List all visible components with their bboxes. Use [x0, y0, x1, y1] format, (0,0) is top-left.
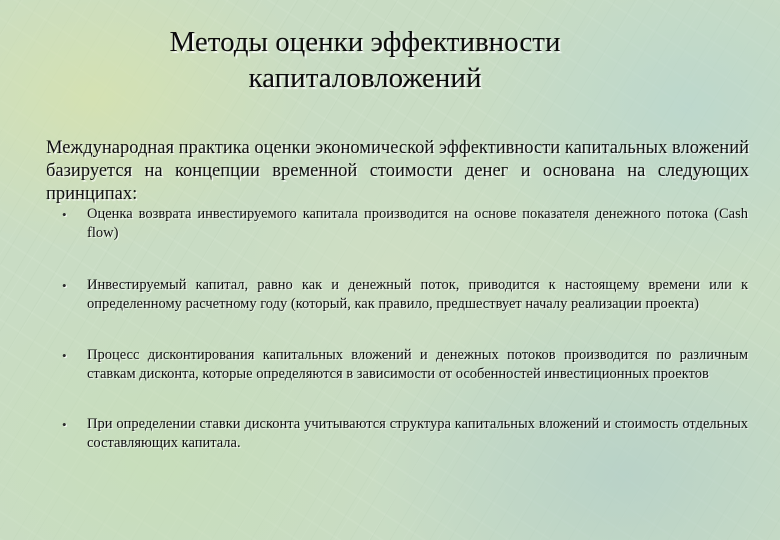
list-item [62, 276, 748, 314]
slide-title-line-1: Методы оценки эффективности [169, 26, 561, 58]
slide-title [110, 24, 620, 96]
list-item [62, 205, 748, 243]
list-item [62, 415, 748, 453]
list-item-text: Процесс дисконтирования капитальных вложений и денежных потоков производится по различным ставкам дисконта, которые определяются в зависимости от особенностей инвестиционных проектов [87, 347, 748, 382]
intro-paragraph: Международная практика оценки экономической эффективности капитальных вложений базируется на концепции временной стоимости денег и основана на следующих принципах: [46, 137, 749, 204]
list-item [62, 346, 748, 384]
bullet-dot-icon: • [62, 417, 67, 432]
list-item-text: При определении ставки дисконта учитываются структура капитальных вложений и стоимость отдельных составляющих капитала. [87, 416, 748, 451]
list-item-text: Оценка возврата инвестируемого капитала производится на основе показателя денежного потока (Cash flow) [87, 206, 748, 241]
bullet-dot-icon: • [62, 278, 67, 293]
bullet-dot-icon: • [62, 207, 67, 222]
bullet-dot-icon: • [62, 348, 67, 363]
list-item-text: Инвестируемый капитал, равно как и денежный поток, приводится к настоящему времени или к определенному расчетному году (который, как правило, предшествует началу реализации проекта) [87, 277, 748, 312]
slide-title-line-2: капиталовложений [248, 62, 482, 94]
principles-list [62, 205, 748, 453]
